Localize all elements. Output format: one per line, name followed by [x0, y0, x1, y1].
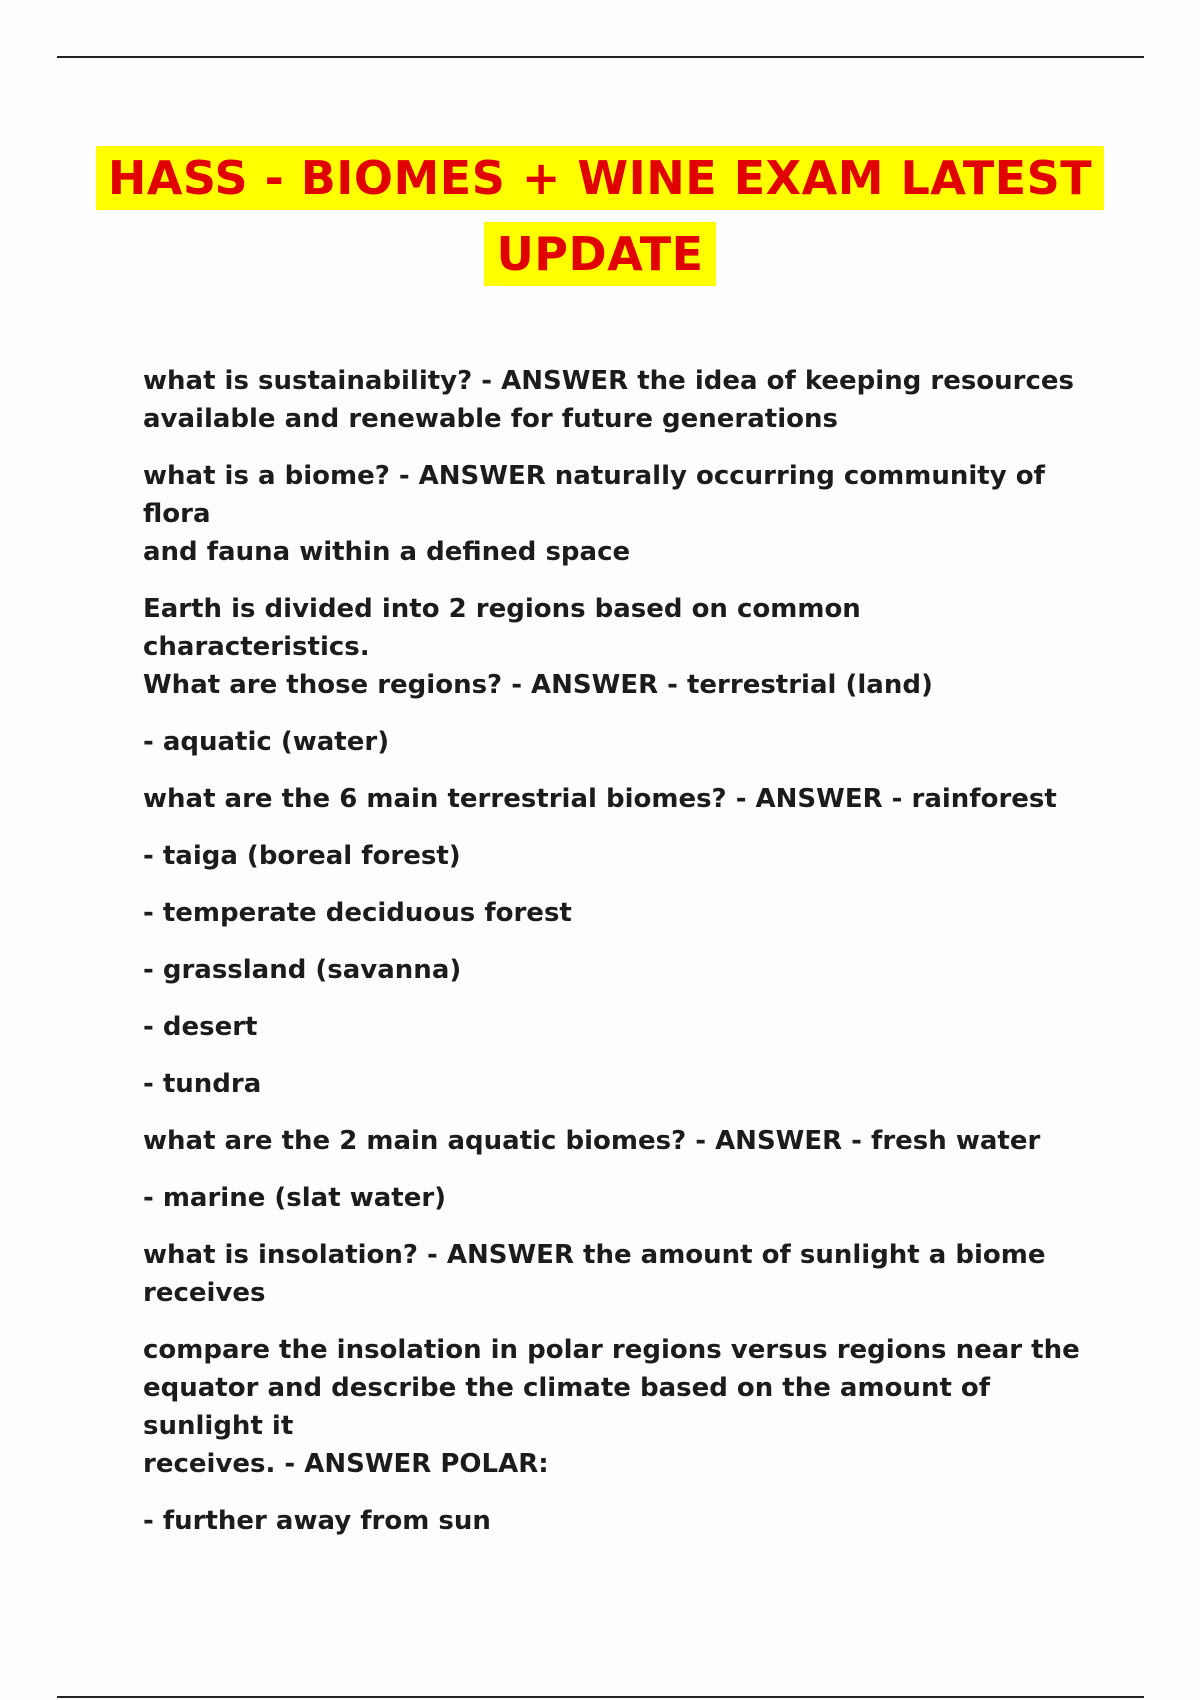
title-line-2: UPDATE: [484, 222, 715, 286]
list-item: - marine (slat water): [143, 1183, 447, 1213]
list-item: - tundra: [143, 1069, 262, 1099]
list-item: - taiga (boreal forest): [143, 841, 461, 871]
qa-paragraph: what are the 6 main terrestrial biomes? - ANSWER - rainforest: [143, 784, 1057, 814]
list-item: - further away from sun: [143, 1506, 491, 1536]
qa-paragraph: what is insolation? - ANSWER the amount of sunlight a biome receives: [143, 1240, 1046, 1308]
top-rule: [57, 56, 1144, 58]
qa-paragraph: what is a biome? - ANSWER naturally occurring community of flora and fauna within a defined space: [143, 461, 1045, 567]
document-body: [143, 362, 1083, 1559]
list-item: - grassland (savanna): [143, 955, 462, 985]
title-line-1: HASS - BIOMES + WINE EXAM LATEST: [96, 146, 1104, 210]
list-item: - aquatic (water): [143, 727, 390, 757]
qa-paragraph: what is sustainability? - ANSWER the idea of keeping resources available and renewable for future generations: [143, 366, 1075, 434]
qa-paragraph: what are the 2 main aquatic biomes? - ANSWER - fresh water: [143, 1126, 1041, 1156]
list-item: - desert: [143, 1012, 258, 1042]
qa-paragraph: Earth is divided into 2 regions based on common characteristics. What are those regions? - ANSWER - terrestrial (land): [143, 594, 933, 700]
bottom-rule: [57, 1696, 1144, 1698]
document-title: [0, 142, 1200, 294]
qa-paragraph: compare the insolation in polar regions versus regions near the equator and describe the climate based on the amount of sunlight it receives. - ANSWER POLAR:: [143, 1335, 1080, 1479]
list-item: - temperate deciduous forest: [143, 898, 572, 928]
